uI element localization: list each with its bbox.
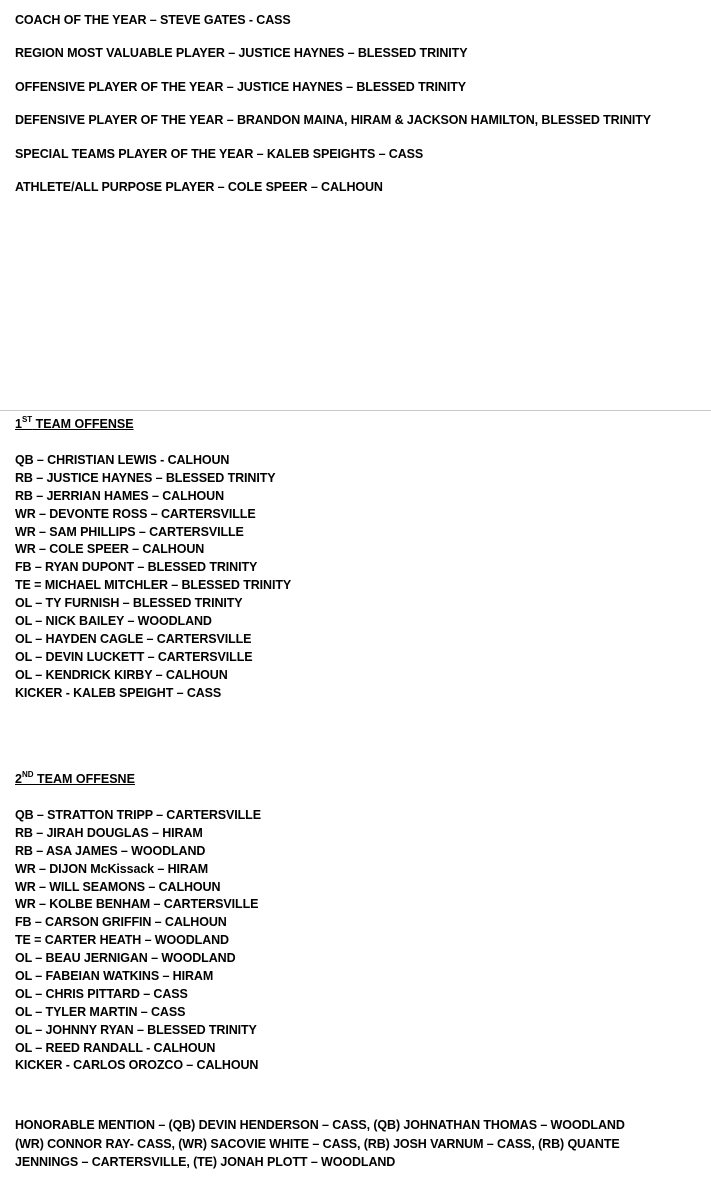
roster-line: QB – STRATTON TRIPP – CARTERSVILLE [15, 808, 261, 822]
roster-line: OL – DEVIN LUCKETT – CARTERSVILLE [15, 649, 253, 664]
roster-line: RB – JUSTICE HAYNES – BLESSED TRINITY [15, 470, 276, 485]
honorable-mention-line: JENNINGS – CARTERSVILLE, (TE) JONAH PLOTT – WOODLAND [15, 1155, 396, 1169]
honorable-mention-line: (WR) CONNOR RAY- CASS, (WR) SACOVIE WHITE – CASS, (RB) JOSH VARNUM – CASS, (RB) QUANTE [15, 1136, 620, 1151]
roster-line: OL – HAYDEN CAGLE – CARTERSVILLE [15, 631, 252, 646]
roster-line: KICKER - CARLOS OROZCO – CALHOUN [15, 1058, 259, 1073]
roster-line: TE = CARTER HEATH – WOODLAND [15, 933, 229, 948]
roster-line: FB – RYAN DUPONT – BLESSED TRINITY [15, 560, 258, 575]
roster-line: OL – CHRIS PITTARD – CASS [15, 986, 188, 1001]
first-team-heading [15, 416, 705, 432]
roster-line: WR – KOLBE BENHAM – CARTERSVILLE [15, 897, 259, 912]
second-team-roster [15, 807, 705, 1075]
roster-line: OL – JOHNNY RYAN – BLESSED TRINITY [15, 1022, 257, 1037]
roster-line: OL – BEAU JERNIGAN – WOODLAND [15, 951, 236, 966]
roster-line: FB – CARSON GRIFFIN – CALHOUN [15, 915, 227, 930]
first-team-heading-suffix: ST [21, 414, 33, 424]
second-team-heading [15, 771, 705, 787]
first-team-roster [15, 452, 705, 702]
roster-line: OL – KENDRICK KIRBY – CALHOUN [15, 667, 228, 682]
roster-line: TE = MICHAEL MITCHLER – BLESSED TRINITY [15, 578, 292, 593]
roster-line: OL – TY FURNISH – BLESSED TRINITY [15, 596, 243, 611]
roster-line: OL – FABEIAN WATKINS – HIRAM [15, 969, 214, 984]
awards-list [15, 12, 705, 212]
roster-line: OL – TYLER MARTIN – CASS [15, 1004, 186, 1019]
roster-line: RB – JERRIAN HAMES – CALHOUN [15, 488, 225, 503]
roster-line: WR – DEVONTE ROSS – CARTERSVILLE [15, 506, 256, 521]
award-special-teams-player: SPECIAL TEAMS PLAYER OF THE YEAR – KALEB SPEIGHTS – CASS [15, 146, 424, 161]
roster-line: WR – DIJON McKissack – HIRAM [15, 861, 209, 876]
second-team-offense-section [15, 771, 705, 1075]
first-team-heading-text: TEAM OFFENSE [32, 417, 134, 431]
award-coach-of-the-year: COACH OF THE YEAR – STEVE GATES - CASS [15, 13, 291, 27]
roster-line: WR – WILL SEAMONS – CALHOUN [15, 879, 221, 894]
roster-line: WR – SAM PHILLIPS – CARTERSVILLE [15, 524, 244, 539]
roster-line: QB – CHRISTIAN LEWIS - CALHOUN [15, 453, 230, 467]
first-team-heading-number: 1 [15, 417, 22, 431]
roster-line: OL – REED RANDALL - CALHOUN [15, 1040, 216, 1055]
second-team-heading-suffix: ND [21, 769, 34, 779]
roster-line: OL – NICK BAILEY – WOODLAND [15, 614, 212, 629]
roster-line: RB – ASA JAMES – WOODLAND [15, 843, 206, 858]
page-divider [0, 410, 711, 411]
second-team-heading-text: TEAM OFFESNE [33, 772, 135, 786]
roster-line: RB – JIRAH DOUGLAS – HIRAM [15, 825, 203, 840]
award-offensive-player: OFFENSIVE PLAYER OF THE YEAR – JUSTICE HAYNES – BLESSED TRINITY [15, 79, 466, 94]
award-defensive-player: DEFENSIVE PLAYER OF THE YEAR – BRANDON MAINA, HIRAM & JACKSON HAMILTON, BLESSED TRINITY [15, 113, 652, 128]
honorable-mention-paragraph [15, 1116, 705, 1172]
award-athlete-all-purpose: ATHLETE/ALL PURPOSE PLAYER – COLE SPEER – CALHOUN [15, 179, 383, 194]
honorable-mention-line: HONORABLE MENTION – (QB) DEVIN HENDERSON – CASS, (QB) JOHNATHAN THOMAS – WOODLAND [15, 1118, 625, 1132]
second-team-heading-number: 2 [15, 772, 22, 786]
roster-line: WR – COLE SPEER – CALHOUN [15, 542, 205, 557]
award-region-mvp: REGION MOST VALUABLE PLAYER – JUSTICE HAYNES – BLESSED TRINITY [15, 46, 468, 61]
roster-line: KICKER - KALEB SPEIGHT – CASS [15, 685, 222, 700]
first-team-offense-section [15, 416, 705, 702]
